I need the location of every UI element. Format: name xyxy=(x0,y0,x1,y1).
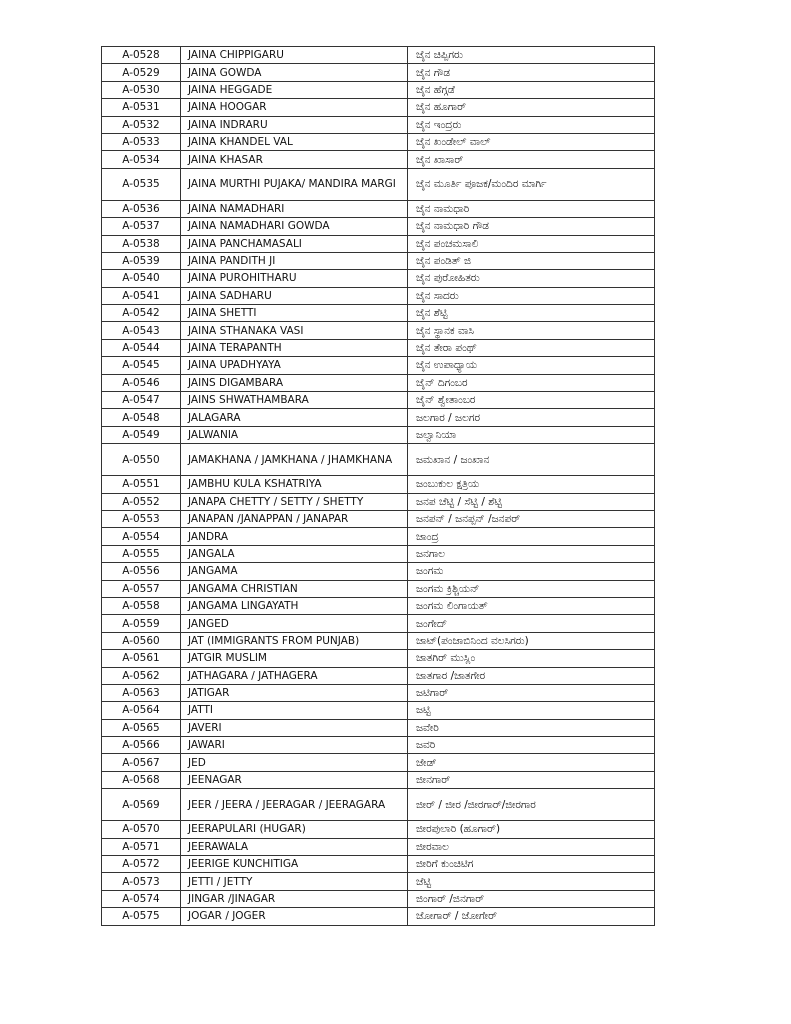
kannada-name-cell: ಜನಪ ಚೆಟ್ಟಿ / ಸೆಟ್ಟಿ / ಶೆಟ್ಟಿ xyxy=(408,493,655,510)
code-cell: A-0557 xyxy=(102,580,181,597)
english-name-cell: JAINA SHETTI xyxy=(181,305,408,322)
english-name-cell: JINGAR /JINAGAR xyxy=(181,890,408,907)
code-cell: A-0561 xyxy=(102,650,181,667)
english-name-cell: JALWANIA xyxy=(181,426,408,443)
code-cell: A-0568 xyxy=(102,771,181,788)
english-name-cell: JAT (IMMIGRANTS FROM PUNJAB) xyxy=(181,632,408,649)
english-name-cell: JEENAGAR xyxy=(181,771,408,788)
code-cell: A-0558 xyxy=(102,597,181,614)
table-row xyxy=(102,873,655,890)
code-cell: A-0533 xyxy=(102,133,181,150)
kannada-name-cell: ಜಂಗಮ ಲಿಂಗಾಯತ್ xyxy=(408,597,655,614)
kannada-name-cell: ಜವರಿ xyxy=(408,737,655,754)
english-name-cell: JANGAMA CHRISTIAN xyxy=(181,580,408,597)
code-cell: A-0528 xyxy=(102,47,181,64)
english-name-cell: JEER / JEERA / JEERAGAR / JEERAGARA xyxy=(181,789,408,821)
kannada-name-cell: ಜೀರ್ / ಜೀರ /ಜೀರಗಾರ್/ಜೀರಗಾರ xyxy=(408,789,655,821)
code-cell: A-0549 xyxy=(102,426,181,443)
english-name-cell: JAINA HEGGADE xyxy=(181,81,408,98)
code-cell: A-0543 xyxy=(102,322,181,339)
kannada-name-cell: ಜೈನ ಪಂಡಿತ್ ಜಿ xyxy=(408,252,655,269)
table-row xyxy=(102,493,655,510)
table-row xyxy=(102,789,655,821)
code-cell: A-0530 xyxy=(102,81,181,98)
code-cell: A-0548 xyxy=(102,409,181,426)
kannada-name-cell: ಜಟಿಗಾರ್ xyxy=(408,684,655,701)
code-cell: A-0560 xyxy=(102,632,181,649)
kannada-name-cell: ಜನಪನ್ / ಜನಪ್ಪನ್ /ಜನಪರ್ xyxy=(408,510,655,527)
english-name-cell: JAINA PANCHAMASALI xyxy=(181,235,408,252)
english-name-cell: JANDRA xyxy=(181,528,408,545)
english-name-cell: JAINA PANDITH JI xyxy=(181,252,408,269)
table-row xyxy=(102,563,655,580)
english-name-cell: JAINA PUROHITHARU xyxy=(181,270,408,287)
english-name-cell: JANGED xyxy=(181,615,408,632)
table-row xyxy=(102,287,655,304)
table-row xyxy=(102,856,655,873)
kannada-name-cell: ಜೈನ ಖಾಸಾರ್ xyxy=(408,151,655,168)
kannada-name-cell: ಜಂಗಮ xyxy=(408,563,655,580)
kannada-name-cell: ಜೈನ ನಾಮಧಾರಿ xyxy=(408,200,655,217)
table-row xyxy=(102,528,655,545)
code-cell: A-0540 xyxy=(102,270,181,287)
code-cell: A-0547 xyxy=(102,392,181,409)
english-name-cell: JEERAPULARI (HUGAR) xyxy=(181,821,408,838)
table-row xyxy=(102,476,655,493)
table-row xyxy=(102,81,655,98)
code-cell: A-0550 xyxy=(102,444,181,476)
kannada-name-cell: ಜೈನ್ ದಿಗಂಬರ xyxy=(408,374,655,391)
english-name-cell: JED xyxy=(181,754,408,771)
table-row xyxy=(102,890,655,907)
code-cell: A-0574 xyxy=(102,890,181,907)
english-name-cell: JAWARI xyxy=(181,737,408,754)
table-row xyxy=(102,168,655,200)
kannada-name-cell: ಜಲ್ವಾನಿಯಾ xyxy=(408,426,655,443)
kannada-name-cell: ಜೀರಪುಲಾರಿ (ಹೂಗಾರ್) xyxy=(408,821,655,838)
code-cell: A-0555 xyxy=(102,545,181,562)
code-cell: A-0545 xyxy=(102,357,181,374)
table-row xyxy=(102,510,655,527)
english-name-cell: JATTI xyxy=(181,702,408,719)
code-cell: A-0536 xyxy=(102,200,181,217)
code-cell: A-0546 xyxy=(102,374,181,391)
table-row xyxy=(102,444,655,476)
kannada-name-cell: ಜೈನ ಹೆಗ್ಗಡೆ xyxy=(408,81,655,98)
code-cell: A-0531 xyxy=(102,99,181,116)
table-row xyxy=(102,357,655,374)
table-row xyxy=(102,392,655,409)
kannada-name-cell: ಜಿಂಗಾರ್ /ಜಿನಗಾರ್ xyxy=(408,890,655,907)
table-row xyxy=(102,580,655,597)
kannada-name-cell: ಜೈನ್ ಶ್ವೇತಾಂಬರ xyxy=(408,392,655,409)
english-name-cell: JANGAMA xyxy=(181,563,408,580)
table-row xyxy=(102,339,655,356)
table-row xyxy=(102,737,655,754)
code-cell: A-0569 xyxy=(102,789,181,821)
kannada-name-cell: ಜಾತಗಿರ್ ಮುಸ್ಲಿಂ xyxy=(408,650,655,667)
caste-table xyxy=(101,46,655,926)
code-cell: A-0571 xyxy=(102,838,181,855)
table-row xyxy=(102,632,655,649)
kannada-name-cell: ಜನಗಾಲ xyxy=(408,545,655,562)
code-cell: A-0565 xyxy=(102,719,181,736)
table-row xyxy=(102,218,655,235)
kannada-name-cell: ಜೈನ ಗೌಡ xyxy=(408,64,655,81)
english-name-cell: JAINS SHWATHAMBARA xyxy=(181,392,408,409)
english-name-cell: JAINA CHIPPIGARU xyxy=(181,47,408,64)
table-row xyxy=(102,322,655,339)
code-cell: A-0539 xyxy=(102,252,181,269)
kannada-name-cell: ಜಾಟ್(ಪಂಜಾಬಿನಿಂದ ವಲಸಿಗರು) xyxy=(408,632,655,649)
code-cell: A-0538 xyxy=(102,235,181,252)
caste-table-body xyxy=(102,47,655,926)
table-row xyxy=(102,719,655,736)
kannada-name-cell: ಜಾತಗಾರ /ಜಾತಗೇರ xyxy=(408,667,655,684)
code-cell: A-0529 xyxy=(102,64,181,81)
english-name-cell: JANGAMA LINGAYATH xyxy=(181,597,408,614)
kannada-name-cell: ಜಂಬುಕುಲ ಕ್ಷತ್ರಿಯ xyxy=(408,476,655,493)
code-cell: A-0562 xyxy=(102,667,181,684)
table-row xyxy=(102,374,655,391)
kannada-name-cell: ಜೈನ ಶೆಟ್ಟಿ xyxy=(408,305,655,322)
kannada-name-cell: ಜಲಗಾರ / ಜಲಗರ xyxy=(408,409,655,426)
table-row xyxy=(102,305,655,322)
english-name-cell: JAINA HOOGAR xyxy=(181,99,408,116)
table-row xyxy=(102,908,655,925)
english-name-cell: JEERAWALA xyxy=(181,838,408,855)
english-name-cell: JAMAKHANA / JAMKHANA / JHAMKHANA xyxy=(181,444,408,476)
kannada-name-cell: ಜೈನ ಪಂಚಮಸಾಲಿ xyxy=(408,235,655,252)
table-row xyxy=(102,754,655,771)
english-name-cell: JAINA KHANDEL VAL xyxy=(181,133,408,150)
kannada-name-cell: ಜಮಖಾನ / ಜಂಖಾನ xyxy=(408,444,655,476)
code-cell: A-0544 xyxy=(102,339,181,356)
code-cell: A-0575 xyxy=(102,908,181,925)
kannada-name-cell: ಜಂಗಮ ಕ್ರಿಶ್ಚಿಯನ್ xyxy=(408,580,655,597)
code-cell: A-0551 xyxy=(102,476,181,493)
code-cell: A-0552 xyxy=(102,493,181,510)
kannada-name-cell: ಜೈನ ಉಪಾಧ್ಯಾಯ xyxy=(408,357,655,374)
english-name-cell: JAINA SADHARU xyxy=(181,287,408,304)
table-row xyxy=(102,771,655,788)
english-name-cell: JAVERI xyxy=(181,719,408,736)
kannada-name-cell: ಜೆಟ್ಟಿ xyxy=(408,873,655,890)
table-row xyxy=(102,650,655,667)
english-name-cell: JAINA STHANAKA VASI xyxy=(181,322,408,339)
code-cell: A-0566 xyxy=(102,737,181,754)
english-name-cell: JAINA UPADHYAYA xyxy=(181,357,408,374)
table-row xyxy=(102,200,655,217)
kannada-name-cell: ಜೇಡ್ xyxy=(408,754,655,771)
table-row xyxy=(102,667,655,684)
kannada-name-cell: ಜೈನ ಚಿಪ್ಪಿಗರು xyxy=(408,47,655,64)
english-name-cell: JETTI / JETTY xyxy=(181,873,408,890)
table-row xyxy=(102,151,655,168)
code-cell: A-0570 xyxy=(102,821,181,838)
caste-list-page xyxy=(101,46,654,926)
english-name-cell: JAINA INDRARU xyxy=(181,116,408,133)
kannada-name-cell: ಜೋಗಾರ್ / ಜೋಗೇರ್ xyxy=(408,908,655,925)
table-row xyxy=(102,133,655,150)
english-name-cell: JANAPAN /JANAPPAN / JANAPAR xyxy=(181,510,408,527)
code-cell: A-0564 xyxy=(102,702,181,719)
table-row xyxy=(102,838,655,855)
code-cell: A-0542 xyxy=(102,305,181,322)
english-name-cell: JAINA KHASAR xyxy=(181,151,408,168)
table-row xyxy=(102,545,655,562)
kannada-name-cell: ಜೀರವಾಲ xyxy=(408,838,655,855)
table-row xyxy=(102,64,655,81)
table-row xyxy=(102,252,655,269)
code-cell: A-0535 xyxy=(102,168,181,200)
english-name-cell: JAINS DIGAMBARA xyxy=(181,374,408,391)
english-name-cell: JANGALA xyxy=(181,545,408,562)
code-cell: A-0556 xyxy=(102,563,181,580)
english-name-cell: JANAPA CHETTY / SETTY / SHETTY xyxy=(181,493,408,510)
english-name-cell: JAINA GOWDA xyxy=(181,64,408,81)
table-row xyxy=(102,270,655,287)
code-cell: A-0559 xyxy=(102,615,181,632)
kannada-name-cell: ಜಟ್ಟಿ xyxy=(408,702,655,719)
code-cell: A-0553 xyxy=(102,510,181,527)
table-row xyxy=(102,116,655,133)
kannada-name-cell: ಜೈನ ಸ್ಥಾನಕ ವಾಸಿ xyxy=(408,322,655,339)
code-cell: A-0541 xyxy=(102,287,181,304)
table-row xyxy=(102,409,655,426)
english-name-cell: JOGAR / JOGER xyxy=(181,908,408,925)
english-name-cell: JATGIR MUSLIM xyxy=(181,650,408,667)
kannada-name-cell: ಜೀರಿಗೆ ಕುಂಚಿಟಿಗ xyxy=(408,856,655,873)
kannada-name-cell: ಜೈನ ಮೂರ್ತಿ ಪೂಜಕ/ಮಂದಿರ ಮಾರ್ಗಿ xyxy=(408,168,655,200)
table-row xyxy=(102,99,655,116)
kannada-name-cell: ಜಂಗೇದ್ xyxy=(408,615,655,632)
kannada-name-cell: ಜೈನ ನಾಮಧಾರಿ ಗೌಡ xyxy=(408,218,655,235)
code-cell: A-0534 xyxy=(102,151,181,168)
table-row xyxy=(102,426,655,443)
english-name-cell: JATIGAR xyxy=(181,684,408,701)
kannada-name-cell: ಜೈನ ಸಾದರು xyxy=(408,287,655,304)
kannada-name-cell: ಜೀನಗಾರ್ xyxy=(408,771,655,788)
code-cell: A-0573 xyxy=(102,873,181,890)
table-row xyxy=(102,47,655,64)
code-cell: A-0563 xyxy=(102,684,181,701)
kannada-name-cell: ಜೈನ ಖಂಡೇಲ್ ವಾಲ್ xyxy=(408,133,655,150)
table-row xyxy=(102,597,655,614)
code-cell: A-0572 xyxy=(102,856,181,873)
kannada-name-cell: ಜೈನ ತೇರಾ ಪಂಥ್ xyxy=(408,339,655,356)
kannada-name-cell: ಜೈನ ಹೂಗಾರ್ xyxy=(408,99,655,116)
table-row xyxy=(102,702,655,719)
code-cell: A-0567 xyxy=(102,754,181,771)
table-row xyxy=(102,684,655,701)
kannada-name-cell: ಜೈನ ಪುರೋಹಿತರು xyxy=(408,270,655,287)
english-name-cell: JAMBHU KULA KSHATRIYA xyxy=(181,476,408,493)
english-name-cell: JALAGARA xyxy=(181,409,408,426)
english-name-cell: JAINA MURTHI PUJAKA/ MANDIRA MARGI xyxy=(181,168,408,200)
code-cell: A-0532 xyxy=(102,116,181,133)
table-row xyxy=(102,615,655,632)
english-name-cell: JATHAGARA / JATHAGERA xyxy=(181,667,408,684)
english-name-cell: JEERIGE KUNCHITIGA xyxy=(181,856,408,873)
english-name-cell: JAINA NAMADHARI xyxy=(181,200,408,217)
table-row xyxy=(102,235,655,252)
english-name-cell: JAINA TERAPANTH xyxy=(181,339,408,356)
english-name-cell: JAINA NAMADHARI GOWDA xyxy=(181,218,408,235)
table-row xyxy=(102,821,655,838)
code-cell: A-0537 xyxy=(102,218,181,235)
kannada-name-cell: ಜವೇರಿ xyxy=(408,719,655,736)
kannada-name-cell: ಜಾಂದ್ರ xyxy=(408,528,655,545)
code-cell: A-0554 xyxy=(102,528,181,545)
kannada-name-cell: ಜೈನ ಇಂದ್ರರು xyxy=(408,116,655,133)
